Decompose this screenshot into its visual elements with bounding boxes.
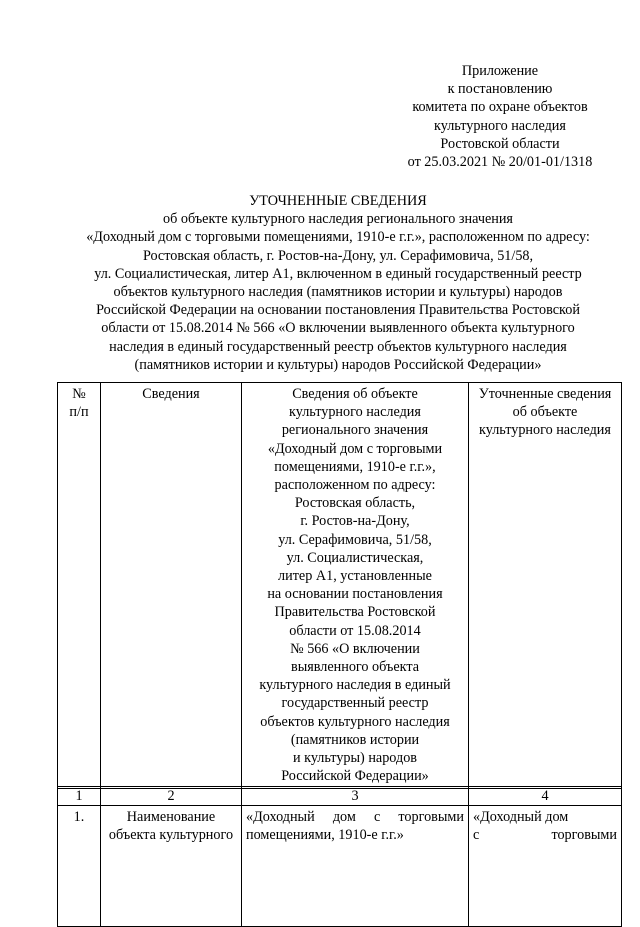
row-info-text: объекта культурного [108, 827, 234, 844]
header-cell-info [101, 383, 242, 789]
header-text: Сведения об объекте [292, 386, 418, 402]
table-numbering-row [58, 787, 622, 806]
heading-line: об объекте культурного наследия регионального значения [163, 211, 513, 228]
header-text: Российской Федерации» [281, 768, 429, 785]
heading-line: области от 15.08.2014 № 566 «О включении выявленного объекта культурного [101, 320, 575, 337]
header-text: Ростовская область, [294, 495, 416, 512]
row-number [58, 806, 101, 927]
header-text: г. Ростов-на-Дону, [300, 513, 410, 530]
header-text: (памятников истории [290, 731, 420, 748]
header-text: расположенном по адресу: [274, 477, 436, 494]
row-refined-line [473, 826, 617, 844]
word: с [473, 827, 480, 844]
row-info-text: Наименование [126, 809, 216, 826]
header-text: государственный реестр [281, 695, 429, 712]
row-refined-line: «Доходный дом [473, 809, 569, 826]
table-header-row [58, 383, 622, 789]
word: дом [332, 809, 356, 826]
numbering-cell: 4 [469, 787, 622, 806]
header-text: культурного наследия в единый [259, 677, 451, 694]
header-cell-original [242, 383, 469, 789]
heading-line: Ростовская область, г. Ростов-на-Дону, ул. Серафимовича, 51/58, [142, 247, 534, 264]
word: торговыми [551, 827, 617, 844]
heading-line: Российской Федерации на основании постановления Правительства Ростовской [96, 302, 580, 319]
heading-line: наследия в единый государственный реестр объектов культурного наследия [109, 338, 567, 355]
numbering-cell: 2 [101, 787, 242, 806]
header-text: регионального значения [281, 422, 429, 439]
header-cell-refined [469, 383, 622, 789]
row-info [101, 806, 242, 927]
appendix-line: Приложение [461, 63, 539, 79]
appendix-block [380, 62, 620, 171]
row-original-line [246, 808, 464, 826]
header-text: литер А1, установленные [278, 568, 432, 585]
header-text: объектов культурного наследия [260, 713, 450, 730]
word: «Доходный [246, 809, 315, 826]
heading-line: «Доходный дом с торговыми помещениями, 1910-е г.г.», расположенном по адресу: [86, 229, 590, 246]
table-row [58, 806, 622, 927]
header-text: об объекте [512, 404, 578, 421]
header-text: на основании постановления [267, 586, 443, 603]
header-text: «Доходный дом с торговыми [267, 440, 443, 457]
header-text: культурного наследия [289, 404, 421, 421]
row-original [242, 806, 469, 927]
appendix-line: к постановлению [447, 81, 553, 98]
row-number-text: 1. [73, 809, 85, 826]
heading-line: ул. Социалистическая, литер А1, включенном в единый государственный реестр [94, 265, 582, 282]
header-text: № 566 «О включении [290, 640, 420, 657]
header-text: культурного наследия [479, 422, 611, 439]
header-text: области от 15.08.2014 [289, 622, 421, 639]
numbering-cell: 1 [58, 787, 101, 806]
document-heading [58, 192, 618, 374]
header-text: ул. Серафимовича, 51/58, [278, 531, 432, 548]
numbering-cell: 3 [242, 787, 469, 806]
appendix-line: комитета по охране объектов [412, 99, 588, 116]
row-original-line: помещениями, 1910-е г.г.» [246, 827, 404, 844]
header-text: и культуры) народов [293, 750, 417, 767]
heading-line: (памятников истории и культуры) народов Российской Федерации» [134, 356, 542, 373]
header-text: Уточненные сведения [478, 386, 612, 402]
header-cell-number [58, 383, 101, 789]
table-header [57, 382, 622, 789]
header-text: Правительства Ростовской [274, 604, 436, 621]
appendix-line: Ростовской области [440, 135, 560, 152]
word: с [373, 809, 381, 826]
heading-line: объектов культурного наследия (памятников истории и культуры) народов [113, 284, 563, 301]
appendix-line: от 25.03.2021 № 20/01-01/1318 [407, 154, 593, 171]
header-text: выявленного объекта [291, 659, 419, 676]
header-text: ул. Социалистическая, [286, 549, 424, 566]
document-title: УТОЧНЕННЫЕ СВЕДЕНИЯ [249, 193, 427, 209]
table-body [57, 786, 622, 927]
header-text: Сведения [142, 386, 200, 402]
word: торговыми [398, 809, 464, 826]
header-text: № [72, 386, 86, 402]
header-text: помещениями, 1910-е г.г.», [274, 458, 436, 475]
appendix-line: культурного наследия [434, 117, 566, 134]
header-text: п/п [69, 404, 89, 421]
row-refined [469, 806, 622, 927]
